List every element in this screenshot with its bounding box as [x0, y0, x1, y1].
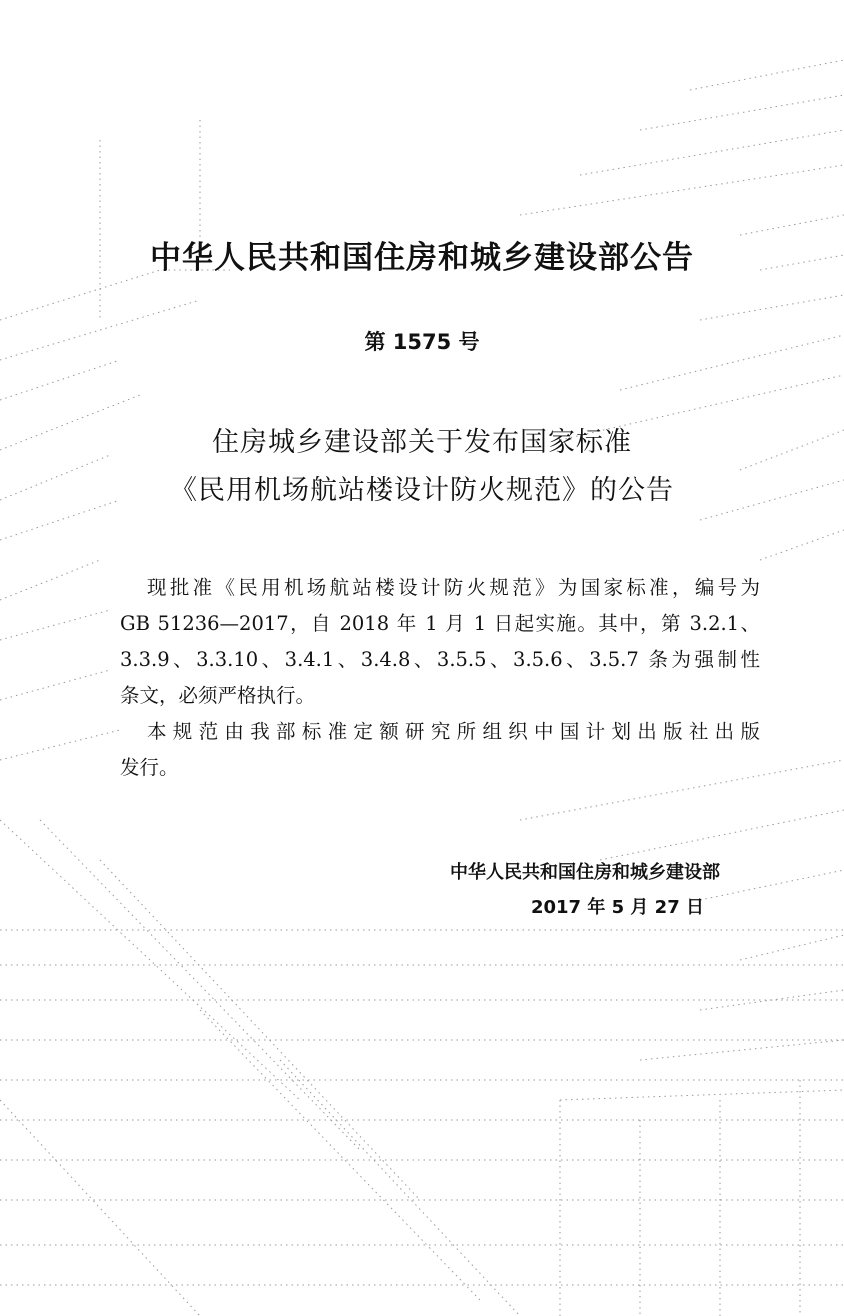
body-line-2: GB 51236—2017，自 2018 年 1 月 1 日起实施。其中，第 3.2.1、 — [120, 612, 760, 635]
notice-number: 第 1575 号 — [364, 330, 480, 354]
subtitle-line-1: 住房城乡建设部关于发布国家标准 — [212, 427, 632, 458]
notice-title: 中华人民共和国住房和城乡建设部公告 — [150, 240, 694, 276]
body-line-5: 本规范由我部标准定额研究所组织中国计划出版社出版 — [147, 720, 760, 743]
body-line-6: 发行。 — [120, 756, 179, 779]
signature-date: 2017 年 5 月 27 日 — [530, 897, 704, 918]
body-line-4: 条文，必须严格执行。 — [120, 684, 316, 707]
body-line-1: 现批准《民用机场航站楼设计防火规范》为国家标准，编号为 — [147, 576, 760, 599]
subtitle-line-2: 《民用机场航站楼设计防火规范》的公告 — [170, 475, 674, 506]
body-line-3: 3.3.9、3.3.10、3.4.1、3.4.8、3.5.5、3.5.6、3.5.7 条为强制性 — [120, 648, 760, 671]
signature-organization: 中华人民共和国住房和城乡建设部 — [450, 862, 720, 883]
